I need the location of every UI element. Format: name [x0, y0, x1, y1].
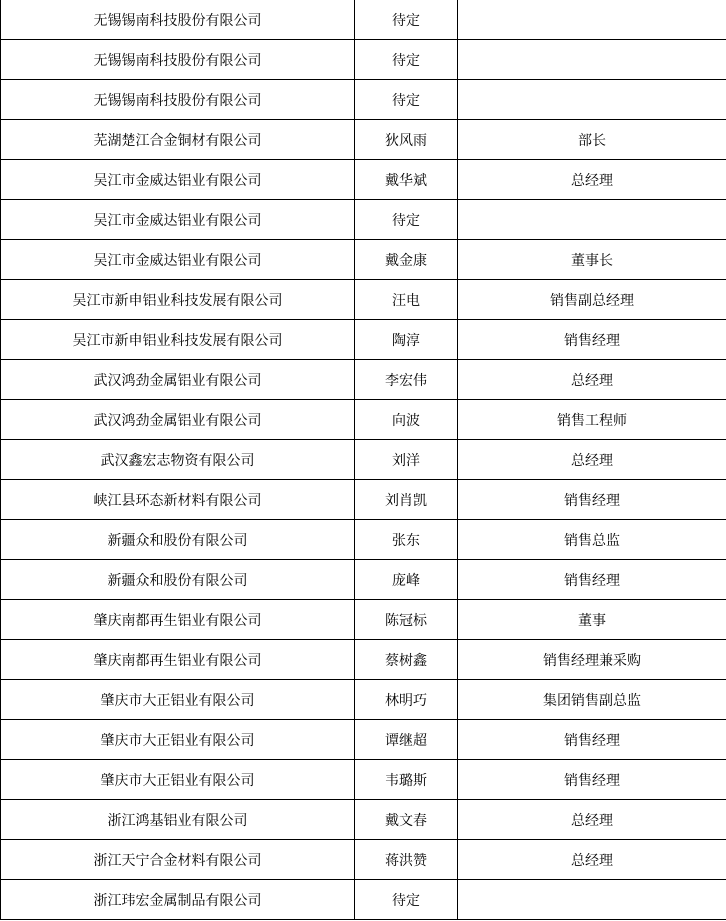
job-title-cell[interactable]: 总经理	[458, 840, 726, 880]
table-row	[1, 640, 726, 680]
contact-name-cell[interactable]: 刘肖凯	[355, 480, 458, 520]
table-row	[1, 840, 726, 880]
job-title-cell[interactable]: 销售经理	[458, 720, 726, 760]
contact-name-cell[interactable]: 庞峰	[355, 560, 458, 600]
contact-name-cell[interactable]: 张东	[355, 520, 458, 560]
job-title-cell[interactable]: 销售工程师	[458, 400, 726, 440]
job-title-cell[interactable]	[458, 0, 726, 40]
company-cell[interactable]: 吴江市新申铝业科技发展有限公司	[1, 320, 355, 360]
job-title-cell[interactable]	[458, 40, 726, 80]
table-row	[1, 160, 726, 200]
contact-name-cell[interactable]: 待定	[355, 40, 458, 80]
contact-name-cell[interactable]: 汪电	[355, 280, 458, 320]
job-title-cell[interactable]: 总经理	[458, 360, 726, 400]
job-title-cell[interactable]: 董事	[458, 600, 726, 640]
company-cell[interactable]: 浙江天宁合金材料有限公司	[1, 840, 355, 880]
company-cell[interactable]: 武汉鑫宏志物资有限公司	[1, 440, 355, 480]
company-cell[interactable]: 吴江市金威达铝业有限公司	[1, 240, 355, 280]
table-row	[1, 360, 726, 400]
job-title-cell[interactable]	[458, 200, 726, 240]
company-cell[interactable]: 肇庆市大正铝业有限公司	[1, 680, 355, 720]
table-row	[1, 80, 726, 120]
job-title-cell[interactable]: 董事长	[458, 240, 726, 280]
job-title-cell[interactable]: 销售副总经理	[458, 280, 726, 320]
job-title-cell[interactable]: 销售经理	[458, 480, 726, 520]
contact-name-cell[interactable]: 李宏伟	[355, 360, 458, 400]
company-cell[interactable]: 芜湖楚江合金铜材有限公司	[1, 120, 355, 160]
table-row	[1, 680, 726, 720]
table-row	[1, 600, 726, 640]
company-cell[interactable]: 峡江县环态新材料有限公司	[1, 480, 355, 520]
contact-name-cell[interactable]: 待定	[355, 0, 458, 40]
contact-name-cell[interactable]: 待定	[355, 80, 458, 120]
table-row	[1, 440, 726, 480]
table-row	[1, 280, 726, 320]
job-title-cell[interactable]: 销售经理	[458, 560, 726, 600]
job-title-cell[interactable]: 销售经理	[458, 320, 726, 360]
job-title-cell[interactable]: 销售经理	[458, 760, 726, 800]
contact-name-cell[interactable]: 蒋洪赞	[355, 840, 458, 880]
table-row	[1, 760, 726, 800]
company-cell[interactable]: 无锡锡南科技股份有限公司	[1, 80, 355, 120]
contact-name-cell[interactable]: 刘洋	[355, 440, 458, 480]
company-cell[interactable]: 武汉鸿劲金属铝业有限公司	[1, 400, 355, 440]
table-row	[1, 40, 726, 80]
contact-name-cell[interactable]: 蔡树鑫	[355, 640, 458, 680]
contact-name-cell[interactable]: 向波	[355, 400, 458, 440]
company-cell[interactable]: 吴江市金威达铝业有限公司	[1, 200, 355, 240]
job-title-cell[interactable]: 部长	[458, 120, 726, 160]
contact-name-cell[interactable]: 谭继超	[355, 720, 458, 760]
company-cell[interactable]: 新疆众和股份有限公司	[1, 560, 355, 600]
table-row	[1, 0, 726, 40]
company-cell[interactable]: 浙江鸿基铝业有限公司	[1, 800, 355, 840]
table-row	[1, 880, 726, 920]
job-title-cell[interactable]: 总经理	[458, 800, 726, 840]
company-cell[interactable]: 肇庆南都再生铝业有限公司	[1, 600, 355, 640]
contact-name-cell[interactable]: 林明巧	[355, 680, 458, 720]
contact-name-cell[interactable]: 戴华斌	[355, 160, 458, 200]
table-row	[1, 200, 726, 240]
company-cell[interactable]: 浙江玮宏金属制品有限公司	[1, 880, 355, 920]
job-title-cell[interactable]	[458, 80, 726, 120]
table-row	[1, 520, 726, 560]
job-title-cell[interactable]	[458, 880, 726, 920]
table-row	[1, 800, 726, 840]
company-cell[interactable]: 肇庆南都再生铝业有限公司	[1, 640, 355, 680]
contact-name-cell[interactable]: 待定	[355, 880, 458, 920]
company-cell[interactable]: 吴江市新申铝业科技发展有限公司	[1, 280, 355, 320]
table-row	[1, 320, 726, 360]
contact-name-cell[interactable]: 韦璐斯	[355, 760, 458, 800]
company-cell[interactable]: 武汉鸿劲金属铝业有限公司	[1, 360, 355, 400]
company-cell[interactable]: 无锡锡南科技股份有限公司	[1, 0, 355, 40]
contact-name-cell[interactable]: 待定	[355, 200, 458, 240]
contact-name-cell[interactable]: 戴文春	[355, 800, 458, 840]
table-row	[1, 720, 726, 760]
company-cell[interactable]: 吴江市金威达铝业有限公司	[1, 160, 355, 200]
contact-name-cell[interactable]: 陈冠标	[355, 600, 458, 640]
table-row	[1, 120, 726, 160]
contact-name-cell[interactable]: 陶淳	[355, 320, 458, 360]
contact-name-cell[interactable]: 戴金康	[355, 240, 458, 280]
table-row	[1, 240, 726, 280]
job-title-cell[interactable]: 总经理	[458, 440, 726, 480]
job-title-cell[interactable]: 销售总监	[458, 520, 726, 560]
company-cell[interactable]: 无锡锡南科技股份有限公司	[1, 40, 355, 80]
contact-name-cell[interactable]: 狄风雨	[355, 120, 458, 160]
job-title-cell[interactable]: 销售经理兼采购	[458, 640, 726, 680]
company-cell[interactable]: 肇庆市大正铝业有限公司	[1, 760, 355, 800]
company-cell[interactable]: 肇庆市大正铝业有限公司	[1, 720, 355, 760]
table-row	[1, 400, 726, 440]
job-title-cell[interactable]: 集团销售副总监	[458, 680, 726, 720]
table-row	[1, 480, 726, 520]
job-title-cell[interactable]: 总经理	[458, 160, 726, 200]
company-cell[interactable]: 新疆众和股份有限公司	[1, 520, 355, 560]
table-row	[1, 560, 726, 600]
